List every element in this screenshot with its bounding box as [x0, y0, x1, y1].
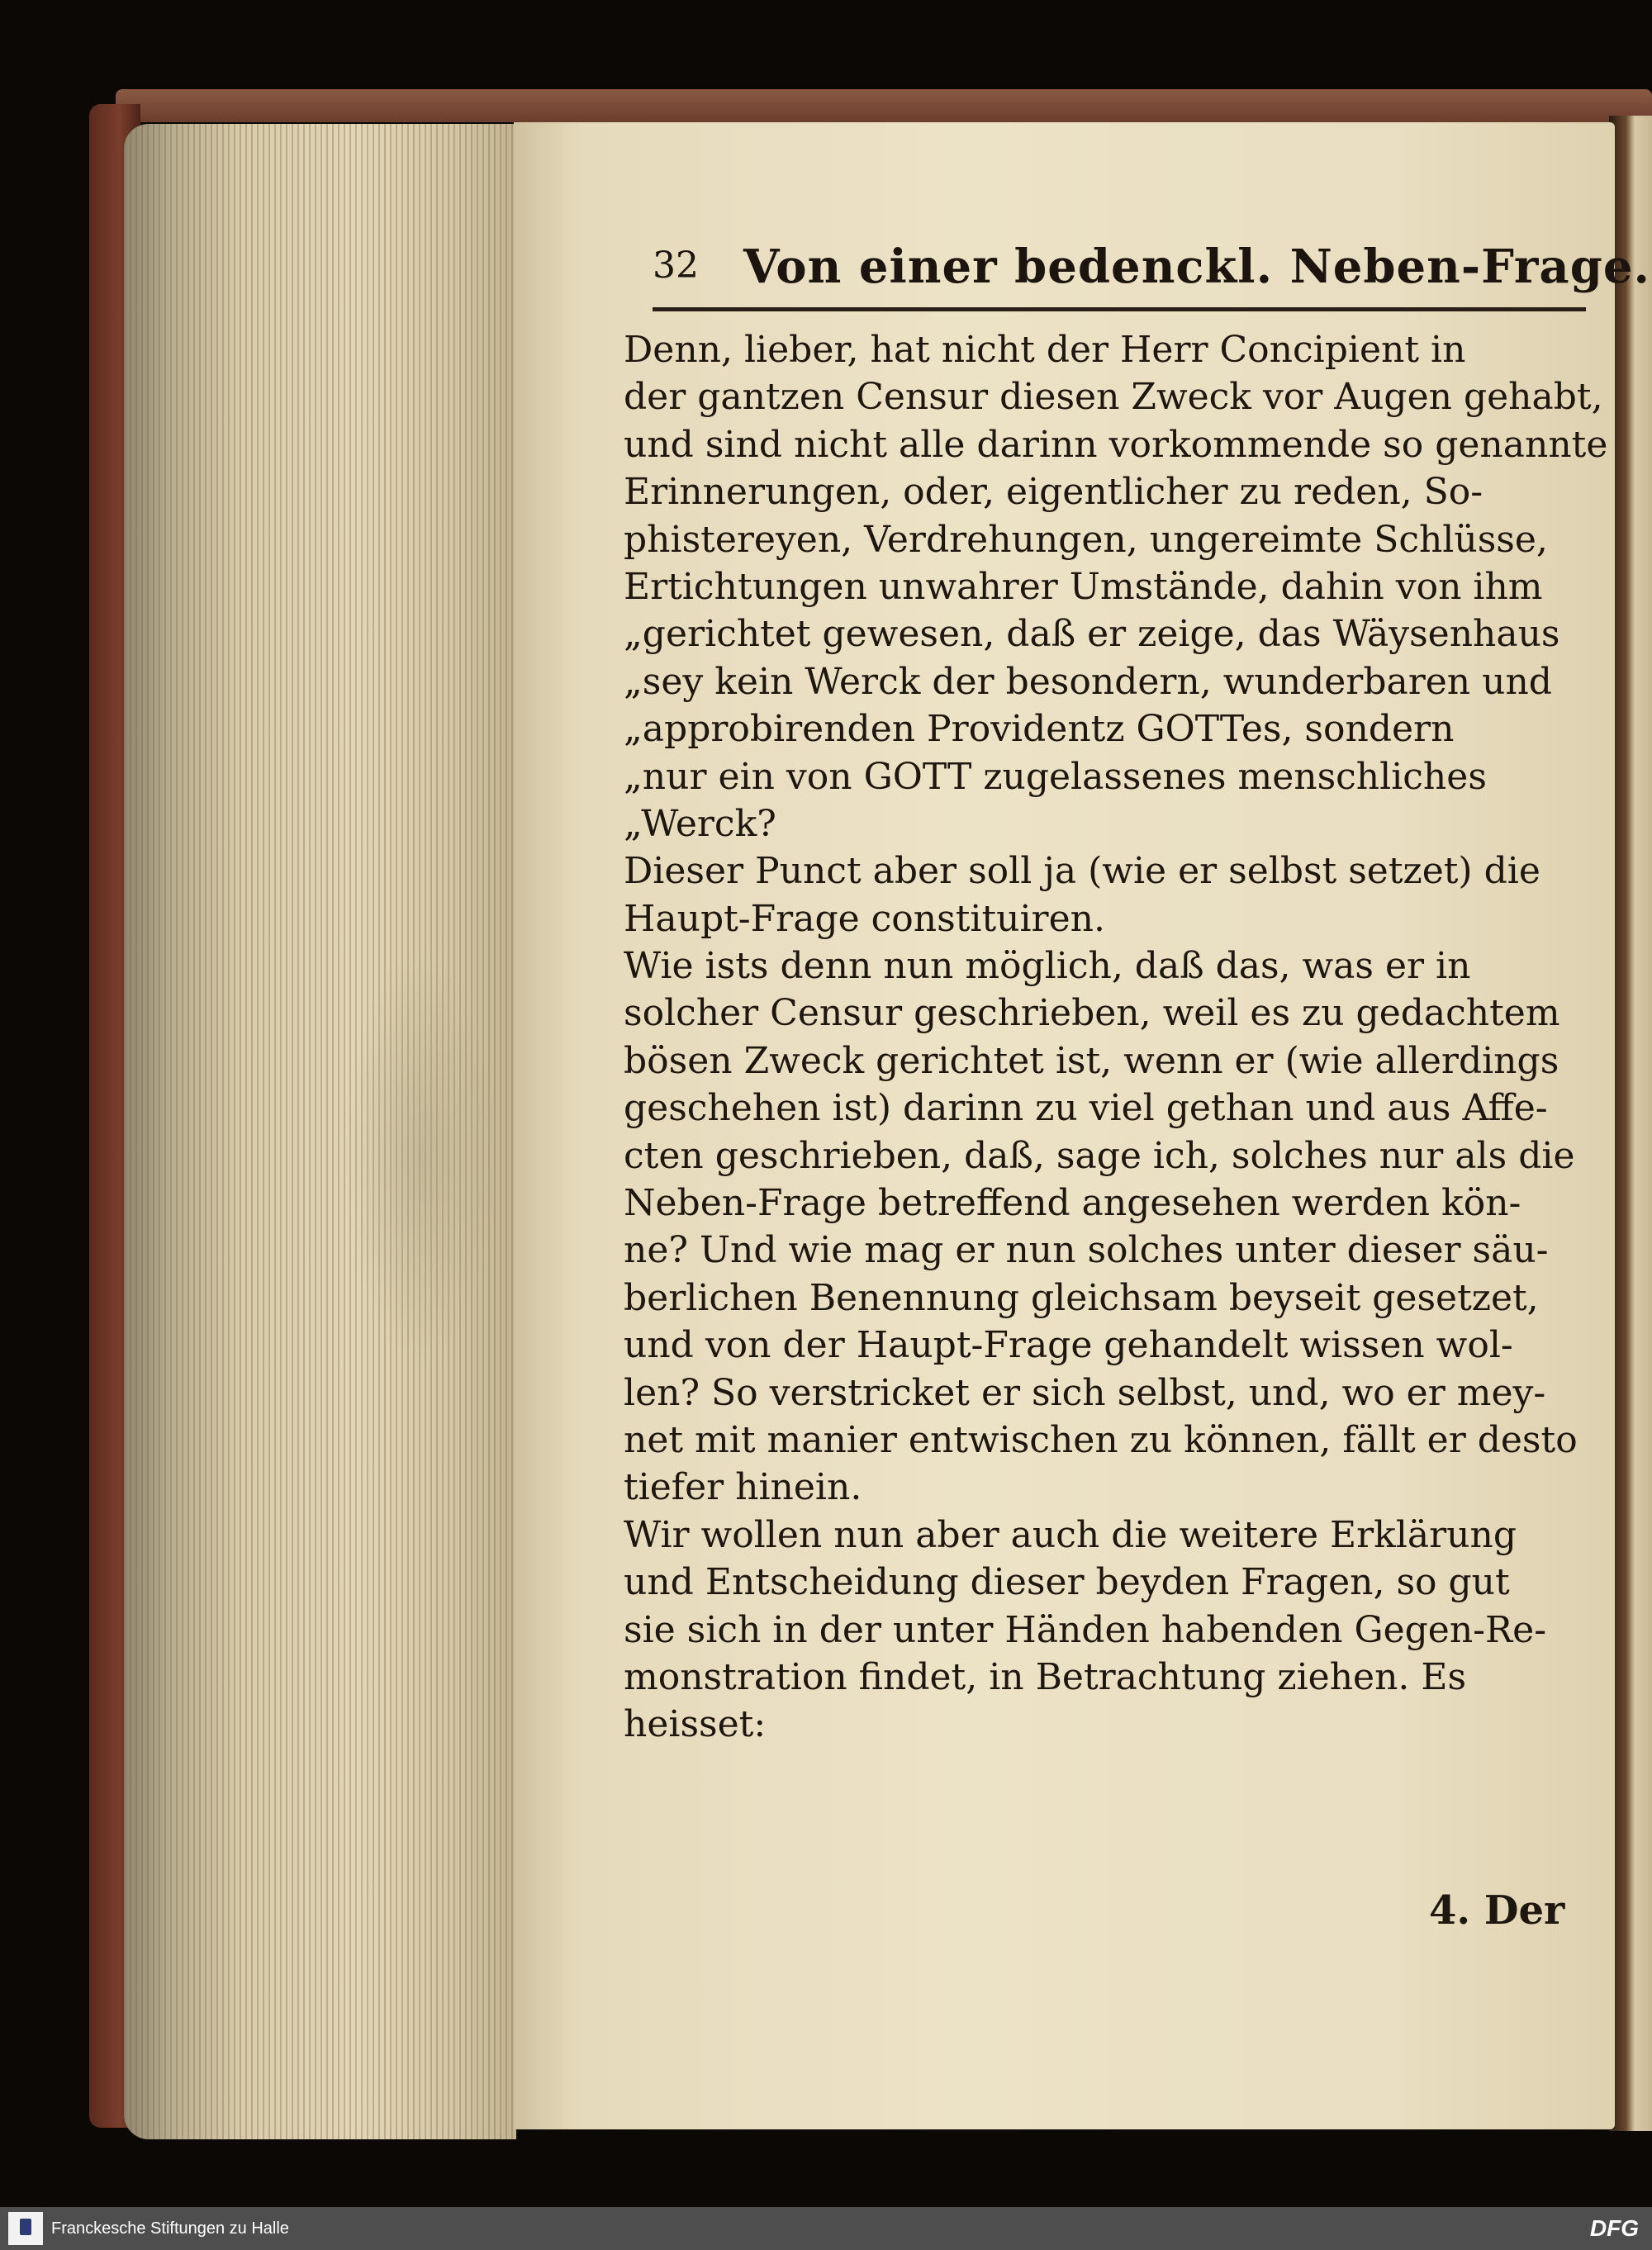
- text-line: net mit manier entwischen zu können, fällt er desto: [624, 1418, 1578, 1461]
- text-line: und von der Haupt-Frage gehandelt wissen wol-: [624, 1324, 1513, 1367]
- dfg-logo: DFG: [1589, 2215, 1639, 2241]
- text-line: Haupt-Frage constituiren.: [624, 897, 1105, 940]
- running-head: [653, 240, 1650, 297]
- text-line: tiefer hinein.: [624, 1466, 862, 1509]
- book-cover-top: [116, 89, 1652, 122]
- text-line: der gantzen Censur diesen Zweck vor Augen gehabt,: [624, 376, 1603, 419]
- text-line: berlichen Benennung gleichsam beyseit gesetzet,: [624, 1276, 1539, 1319]
- running-head-title: Von einer bedenckl. Neben-Frage.: [743, 240, 1650, 294]
- institution-name: Franckesche Stiftungen zu Halle: [51, 2219, 289, 2238]
- text-line: und sind nicht alle darinn vorkommende so genannte: [624, 423, 1608, 466]
- text-line: cten geschrieben, daß, sage ich, solches nur als die: [624, 1134, 1575, 1177]
- header-rule: [653, 307, 1586, 311]
- text-line: Wie ists denn nun möglich, daß das, was er in: [624, 945, 1471, 988]
- text-line: Wir wollen nun aber auch die weitere Erklärung: [624, 1513, 1517, 1556]
- text-line: monstration findet, in Betrachtung ziehen. Es: [624, 1655, 1467, 1698]
- catchword: 4. Der: [1429, 1887, 1565, 1934]
- text-line: „Werck?: [624, 802, 776, 845]
- text-line: „sey kein Werck der besondern, wunderbaren und: [624, 660, 1552, 703]
- page-stain: [347, 950, 496, 1363]
- text-line: Erinnerungen, oder, eigentlicher zu reden, So-: [624, 471, 1483, 514]
- text-line: „approbirenden Providentz GOTTes, sondern: [624, 708, 1455, 751]
- viewer-footer: [0, 2207, 1652, 2250]
- text-line: heisset:: [624, 1703, 767, 1746]
- institution-logo-icon: [20, 2219, 31, 2235]
- text-line: ne? Und wie mag er nun solches unter dieser säu-: [624, 1229, 1549, 1272]
- page-body-text: [624, 326, 1608, 1749]
- text-line: solcher Censur geschrieben, weil es zu gedachtem: [624, 992, 1560, 1035]
- text-line: Denn, lieber, hat nicht der Herr Concipient in: [624, 329, 1466, 371]
- text-line: phistereyen, Verdrehungen, ungereimte Schlüsse,: [624, 518, 1548, 561]
- text-line: len? So verstricket er sich selbst, und, wo er mey-: [624, 1371, 1546, 1414]
- text-line: „nur ein von GOTT zugelassenes menschliches: [624, 755, 1487, 798]
- text-line: Dieser Punct aber soll ja (wie er selbst setzet) die: [624, 850, 1540, 893]
- institution-logo: [8, 2212, 43, 2245]
- page-number: 32: [653, 244, 699, 287]
- text-line: geschehen ist) darinn zu viel gethan und aus Affe-: [624, 1087, 1548, 1130]
- book-gutter: [1609, 116, 1652, 2131]
- text-line: Ertichtungen unwahrer Umstände, dahin von ihm: [624, 565, 1543, 608]
- text-line: bösen Zweck gerichtet ist, wenn er (wie allerdings: [624, 1039, 1559, 1082]
- text-line: und Entscheidung dieser beyden Fragen, so gut: [624, 1561, 1510, 1604]
- text-line: Neben-Frage betreffend angesehen werden kön-: [624, 1182, 1521, 1225]
- text-line: sie sich in der unter Händen habenden Gegen-Re-: [624, 1608, 1547, 1651]
- text-line: „gerichtet gewesen, daß er zeige, das Wäysenhaus: [624, 613, 1560, 656]
